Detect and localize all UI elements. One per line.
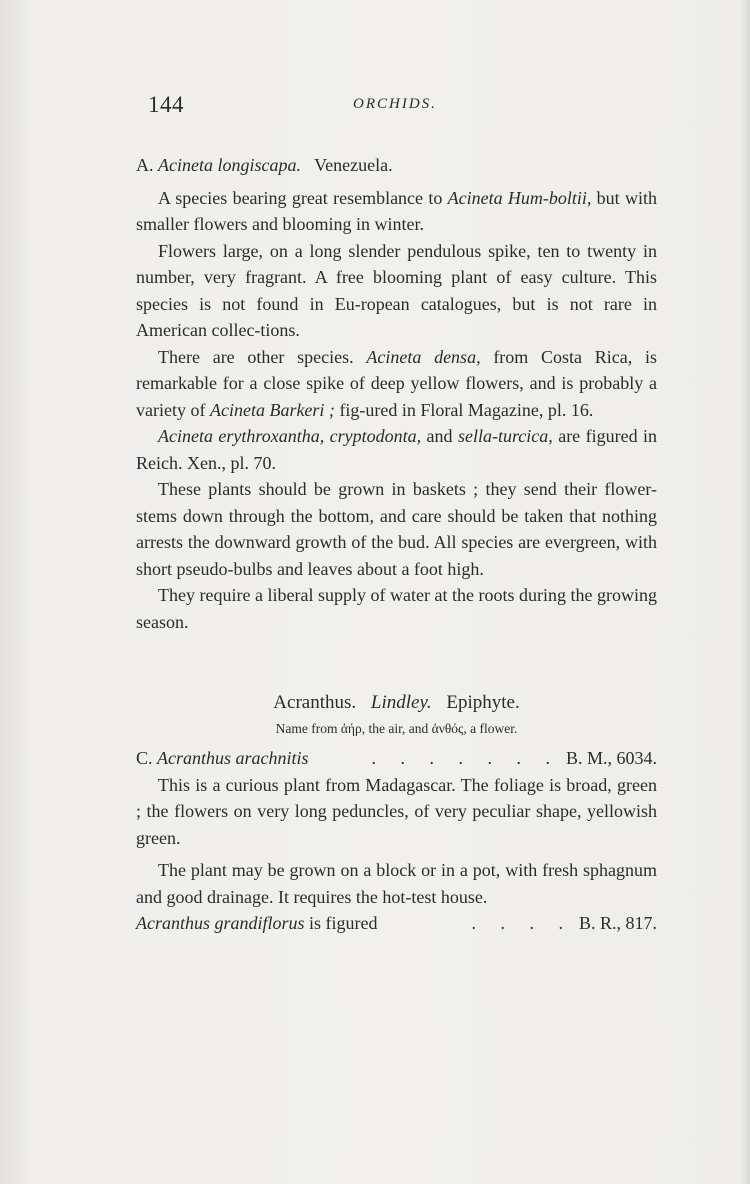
reference: B. M., 6034. bbox=[565, 748, 657, 768]
entry-lead bbox=[136, 910, 471, 937]
paragraph: This is a curious plant from Madagascar. The foliage is broad, green ; the flowers on very long peduncles, of very peculiar shape, yellowish green. bbox=[136, 774, 657, 848]
paragraph: These plants should be grown in baskets ; they send their flower-stems down through the bottom, and care should be taken that nothing arrests the downward growth of the bud. All species are evergreen, with short pseudo-bulbs and leaves about a foot high. bbox=[136, 479, 657, 579]
species-name: Acineta densa, bbox=[366, 346, 481, 367]
page-body bbox=[136, 152, 657, 937]
paragraph bbox=[136, 185, 657, 238]
species-name: Acineta Barkeri ; bbox=[209, 399, 335, 420]
greek-word: ἀήρ bbox=[340, 721, 362, 736]
species-name: Acranthus arachnitis bbox=[157, 748, 309, 768]
text-run: , the air, and bbox=[361, 721, 432, 736]
reference: B. R., 817. bbox=[578, 913, 657, 933]
genus-name: Acranthus. bbox=[273, 692, 357, 713]
text-run: fig-ured in Floral Magazine, pl. 16. bbox=[334, 399, 594, 420]
entry-marker: C. bbox=[136, 748, 153, 768]
running-head: ORCHIDS. bbox=[353, 96, 437, 112]
page-number: 144 bbox=[148, 92, 184, 117]
text-run: but with smaller flowers and blooming in winter. bbox=[136, 187, 657, 234]
text-run: is figured bbox=[304, 913, 378, 933]
paragraph: They require a liberal supply of water at the roots during the growing season. bbox=[136, 585, 657, 632]
text-run: are figured in Reich. Xen., pl. 70. bbox=[136, 426, 657, 473]
species-name: Acineta erythroxantha, cryptodonta, bbox=[158, 426, 422, 446]
entry-heading-acineta-longiscapa bbox=[136, 152, 657, 179]
leader-dots: . . . . bbox=[471, 913, 573, 933]
species-name: Acineta longiscapa. bbox=[158, 155, 301, 175]
greek-word: ἀνθός bbox=[431, 721, 464, 736]
text-run: and bbox=[421, 426, 458, 446]
text-run: , a flower. bbox=[463, 721, 518, 736]
entry-lead bbox=[136, 745, 371, 772]
species-name: sella-turcica, bbox=[457, 426, 553, 446]
genus-author: Lindley. bbox=[370, 692, 432, 713]
paragraph bbox=[136, 344, 657, 424]
text-run: Name from bbox=[275, 721, 341, 736]
figured-reference-line bbox=[136, 910, 657, 937]
genus-habit: Epiphyte. bbox=[446, 692, 520, 713]
leader-dots: . . . . . . . bbox=[371, 748, 560, 768]
genus-etymology bbox=[136, 719, 657, 739]
text-run: There are other species. bbox=[158, 346, 367, 367]
paragraph bbox=[136, 423, 657, 476]
entry-marker: A. bbox=[136, 155, 154, 175]
page-header bbox=[148, 92, 648, 122]
text-run: A species bearing great resemblance to bbox=[158, 187, 448, 208]
entry-heading-acranthus-arachnitis bbox=[136, 745, 657, 772]
species-name: Acineta Hum-boltii, bbox=[447, 187, 592, 208]
paragraph: Flowers large, on a long slender pendulous spike, ten to twenty in number, very fragrant. A free blooming plant of easy culture. This species is not found in Eu-ropean catalogues, but is not rare in American collec-tions. bbox=[136, 240, 657, 340]
species-origin: Venezuela. bbox=[314, 155, 393, 175]
genus-heading bbox=[136, 691, 657, 715]
paragraph: The plant may be grown on a block or in a pot, with fresh sphagnum and good drainage. It requires the hot-test house. bbox=[136, 860, 657, 907]
species-name: Acranthus grandiflorus bbox=[136, 913, 305, 933]
text-run: from Costa Rica, is remarkable for a close spike of deep yellow flowers, and is probably a variety of bbox=[136, 346, 658, 420]
